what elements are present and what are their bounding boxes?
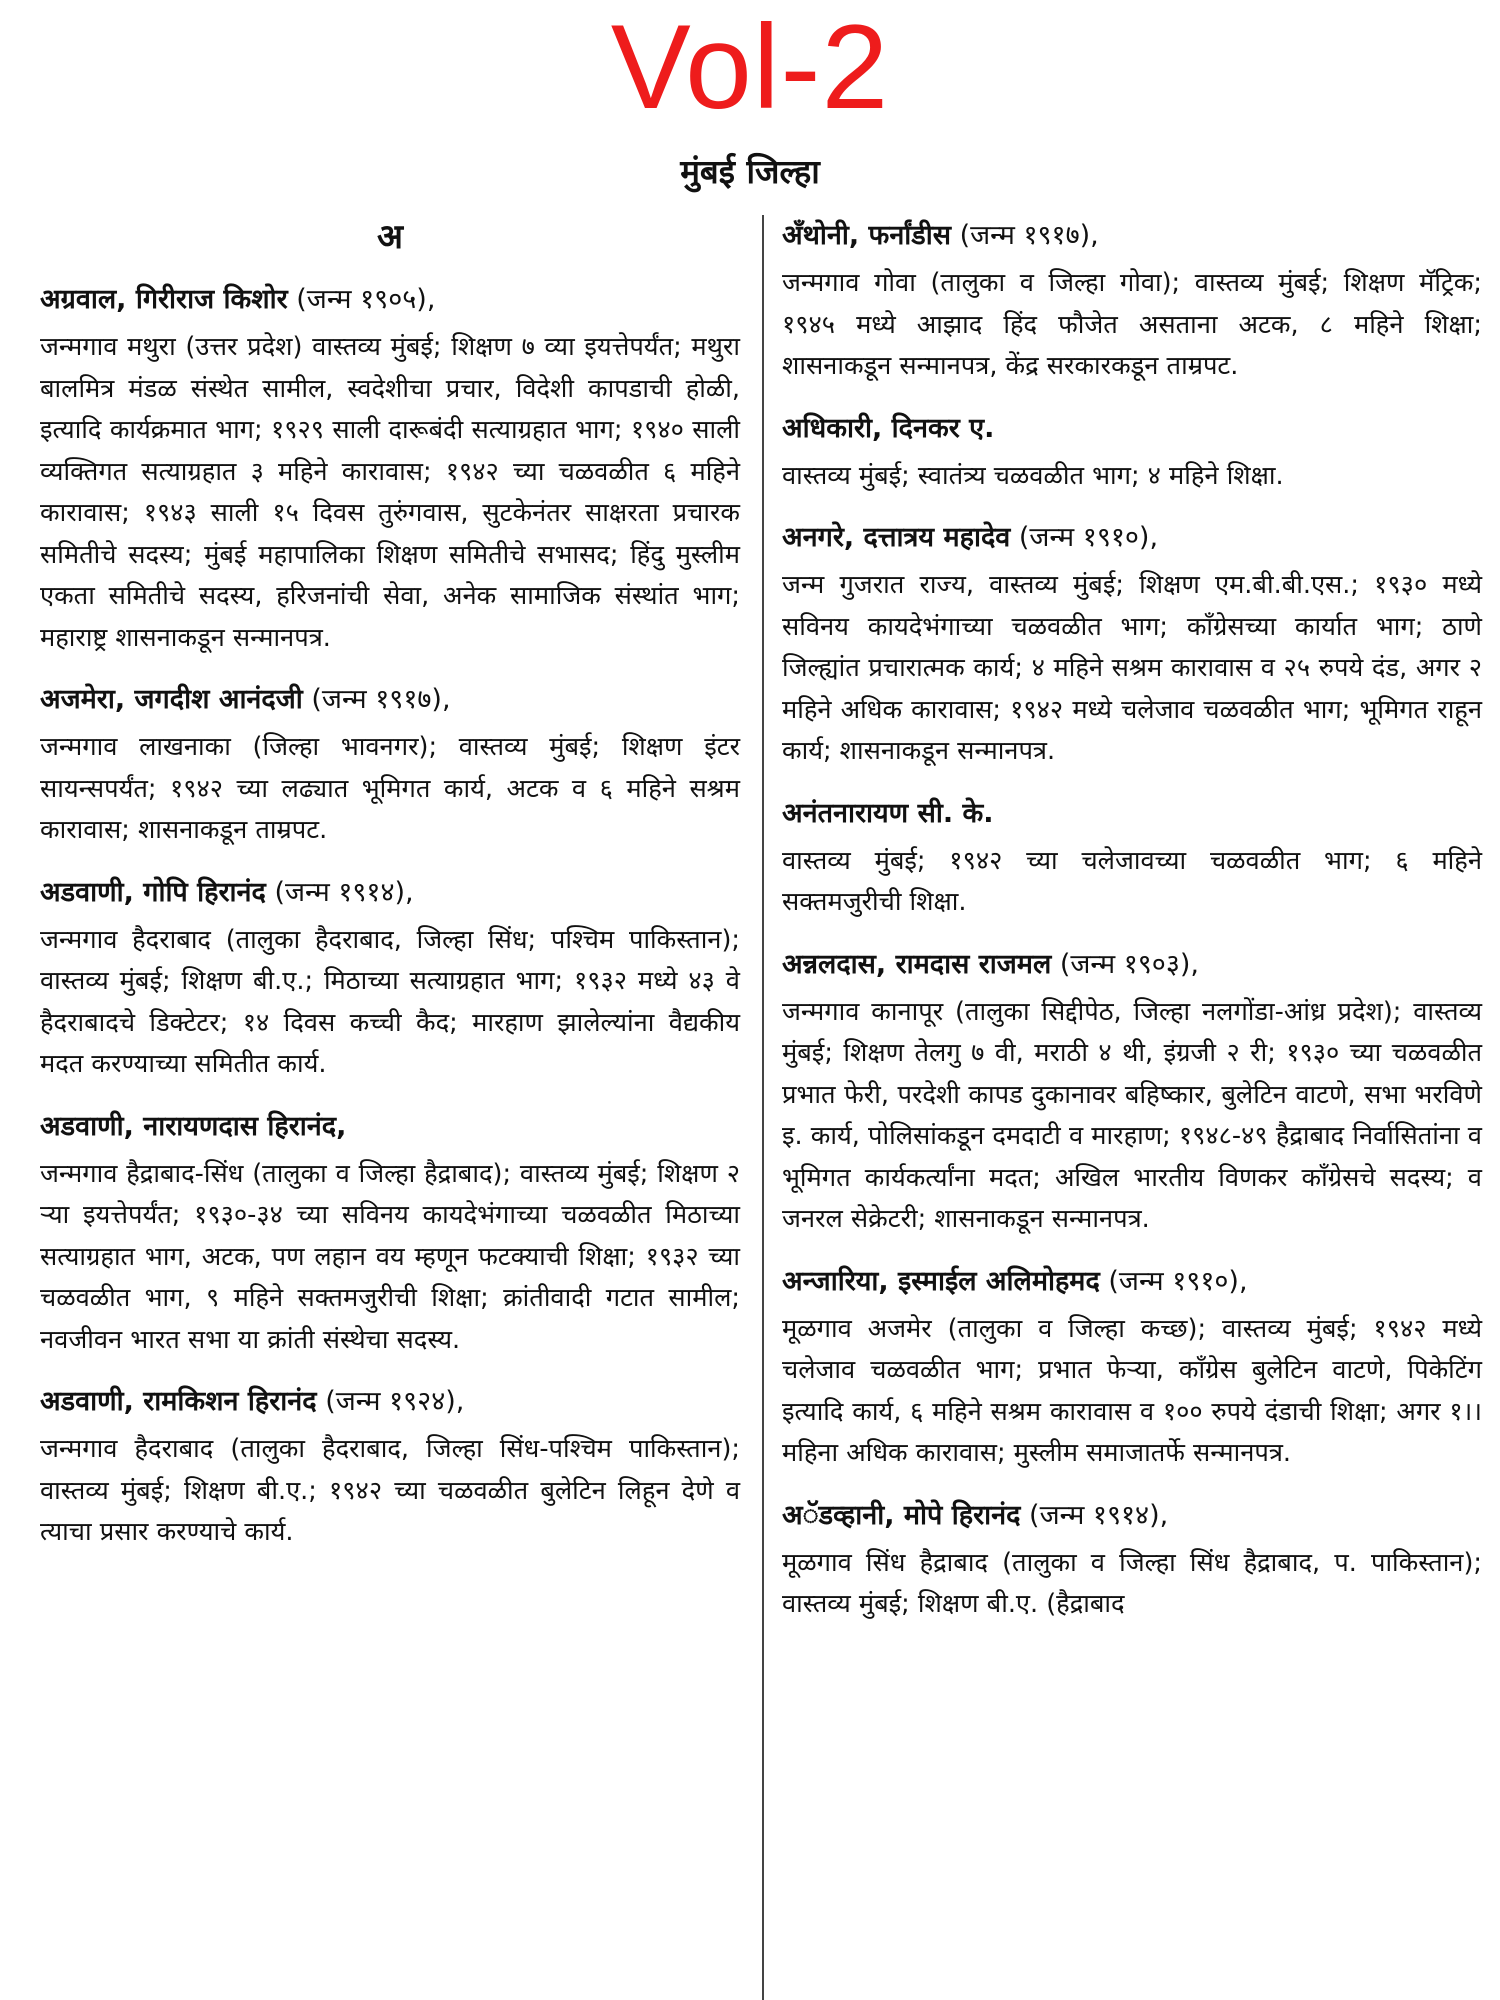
- volume-label: Vol-2: [610, 0, 890, 134]
- entry-name: अन्जारिया, इस्माईल अलिमोहमद: [782, 1265, 1100, 1297]
- biography-entry: [782, 408, 1482, 498]
- entry-name: अनगरे, दत्तात्रय महादेव: [782, 522, 1011, 553]
- entry-text: जन्म गुजरात राज्य, वास्तव्य मुंबई; शिक्षण एम.बी.बी.एस.; १९३० मध्ये सविनय कायदेभंगाच्या चळवळीत भाग; काँग्रेसच्या कार्यात भाग; ठाणे जिल्ह्यांत प्रचारात्मक कार्य; ४ महिने सश्रम कारावास व २५ रुपये दंड, अगर २ महिने अधिक कारावास; १९४२ मध्ये चलेजाव चळवळीत भाग; भूमिगत राहून कार्य; शासनाकडून सन्मानपत्र.: [782, 570, 1482, 766]
- entry-name: अन्नलदास, रामदास राजमल: [782, 948, 1052, 980]
- entry-birth: (जन्म १९०३),: [1059, 948, 1200, 980]
- entry-text: जन्मगाव कानापूर (तालुका सिद्दीपेठ, जिल्हा नलगोंडा-आंध्र प्रदेश); वास्तव्य मुंबई; शिक्षण तेलगु ७ वी, मराठी ४ थी, इंग्रजी २ री; १९३० च्या चळवळीत प्रभात फेरी, परदेशी कापड दुकानावर बहिष्कार, बुलेटिन वाटणे, सभा भरविणे इ. कार्य, पोलिसांकडून दमदाटी व मारहाण; १९४८-४९ हैद्राबाद निर्वासितांना व भूमिगत कार्यकर्त्यांना मदत; अखिल भारतीय विणकर काँग्रेसचे सदस्य; व जनरल सेक्रेटरी; शासनाकडून सन्मानपत्र.: [782, 996, 1482, 1234]
- entry-birth: (जन्म १९१७),: [959, 220, 1099, 251]
- left-column: [40, 215, 740, 2000]
- entry-birth: (जन्म १९०५),: [296, 284, 436, 315]
- district-title: मुंबई जिल्हा: [680, 152, 820, 191]
- entry-birth: (जन्म १९१४),: [1029, 1499, 1169, 1531]
- entry-name: अँथोनी, फर्नांडीस: [782, 220, 951, 251]
- biography-entry: [40, 1106, 740, 1362]
- section-letter: अ: [377, 217, 403, 257]
- entry-name: अडवाणी, रामकिशन हिरानंद: [40, 1386, 317, 1417]
- entry-text: वास्तव्य मुंबई; स्वातंत्र्य चळवळीत भाग; ४ महिने शिक्षा.: [782, 460, 1284, 491]
- biography-entry: [40, 679, 740, 852]
- entry-birth: (जन्म १९२४),: [325, 1386, 465, 1417]
- entry-birth: (जन्म १९१७),: [311, 684, 451, 715]
- biography-entry: [40, 1381, 740, 1554]
- biography-entry: [782, 793, 1482, 924]
- entry-name: अनंतनारायण सी. के.: [782, 797, 994, 829]
- biography-entry: [782, 1495, 1482, 1626]
- biography-entry: [782, 1261, 1482, 1475]
- entry-name: अजमेरा, जगदीश आनंदजी: [40, 684, 303, 715]
- entry-text: जन्मगाव हैदराबाद (तालुका हैदराबाद, जिल्हा सिंध; पश्चिम पाकिस्तान); वास्तव्य मुंबई; शिक्षण बी.ए.; मिठाच्या सत्याग्रहात भाग; १९३२ मध्ये ४३ वे हैदराबादचे डिक्टेटर; १४ दिवस कच्ची कैद; मारहाण झालेल्यांना वैद्यकीय मदत करण्याच्या समितीत कार्य.: [40, 924, 740, 1079]
- biography-entry: [782, 944, 1482, 1241]
- entry-name: अग्रवाल, गिरीराज किशोर: [40, 284, 288, 315]
- entry-text: जन्मगाव हैद्राबाद-सिंध (तालुका व जिल्हा हैद्राबाद); वास्तव्य मुंबई; शिक्षण २ ऱ्या इयत्तेपर्यंत; १९३०-३४ च्या सविनय कायदेभंगाच्या चळवळीत मिठाच्या सत्याग्रहात भाग, अटक, पण लहान वय म्हणून फटक्याची शिक्षा; १९३२ च्या चळवळीत भाग, ९ महिने सक्तमजुरीची शिक्षा; क्रांतीवादी गटात सामील; नवजीवन भारत सभा या क्रांती संस्थेचा सदस्य.: [40, 1158, 740, 1355]
- entry-text: वास्तव्य मुंबई; १९४२ च्या चलेजावच्या चळवळीत भाग; ६ महिने सक्तमजुरीची शिक्षा.: [782, 845, 1482, 917]
- biography-entry: [782, 517, 1482, 773]
- entry-birth: (जन्म १९१०),: [1108, 1265, 1248, 1297]
- entry-text: मूळगाव सिंध हैद्राबाद (तालुका व जिल्हा सिंध हैद्राबाद, प. पाकिस्तान); वास्तव्य मुंबई; शिक्षण बी.ए. (हैद्राबाद: [782, 1547, 1482, 1619]
- entry-name: अॅडव्हानी, मोपे हिरानंद: [782, 1499, 1021, 1531]
- right-column: [782, 215, 1482, 2000]
- entry-name: अधिकारी, दिनकर ए.: [782, 412, 995, 444]
- entry-birth: (जन्म १९१४),: [274, 876, 414, 908]
- entry-text: जन्मगाव मथुरा (उत्तर प्रदेश) वास्तव्य मुंबई; शिक्षण ७ व्या इयत्तेपर्यंत; मथुरा बालमित्र मंडळ संस्थेत सामील, स्वदेशीचा प्रचार, विदेशी कापडाची होळी, इत्यादि कार्यक्रमात भाग; १९२९ साली दारूबंदी सत्याग्रहात भाग; १९४० साली व्यक्तिगत सत्याग्रहात ३ महिने कारावास; १९४२ च्या चळवळीत ६ महिने कारावास; १९४३ साली १५ दिवस तुरुंगवास, सुटकेनंतर साक्षरता प्रचारक समितीचे सदस्य; मुंबई महापालिका शिक्षण समितीचे सभासद; हिंदु मुस्लीम एकता समितीचे सदस्य, हरिजनांची सेवा, अनेक सामाजिक संस्थांत भाग; महाराष्ट्र शासनाकडून सन्मानपत्र.: [40, 332, 740, 653]
- column-divider: [762, 215, 764, 2000]
- biography-entry: [782, 215, 1482, 388]
- entry-text: जन्मगाव हैदराबाद (तालुका हैदराबाद, जिल्हा सिंध-पश्चिम पाकिस्तान); वास्तव्य मुंबई; शिक्षण बी.ए.; १९४२ च्या चळवळीत बुलेटिन लिहून देणे व त्याचा प्रसार करण्याचे कार्य.: [40, 1434, 740, 1547]
- entry-name: अडवाणी, गोपि हिरानंद: [40, 876, 266, 908]
- biography-entry: [40, 872, 740, 1086]
- entry-name: अडवाणी, नारायणदास हिरानंद,: [40, 1110, 347, 1142]
- entry-text: मूळगाव अजमेर (तालुका व जिल्हा कच्छ); वास्तव्य मुंबई; १९४२ मध्ये चलेजाव चळवळीत भाग; प्रभात फेऱ्या, काँग्रेस बुलेटिन वाटणे, पिकेटिंग इत्यादि कार्य, ६ महिने सश्रम कारावास व १०० रुपये दंडाची शिक्षा; अगर १।। महिना अधिक कारावास; मुस्लीम समाजातर्फे सन्मानपत्र.: [782, 1313, 1482, 1468]
- entry-text: जन्मगाव लाखनाका (जिल्हा भावनगर); वास्तव्य मुंबई; शिक्षण इंटर सायन्सपर्यंत; १९४२ च्या लढ्यात भूमिगत कार्य, अटक व ६ महिने सश्रम कारावास; शासनाकडून ताम्रपट.: [40, 732, 740, 845]
- entry-birth: (जन्म १९१०),: [1018, 522, 1159, 553]
- entry-text: जन्मगाव गोवा (तालुका व जिल्हा गोवा); वास्तव्य मुंबई; शिक्षण मॅट्रिक; १९४५ मध्ये आझाद हिंद फौजेत असताना अटक, ८ महिने शिक्षा; शासनाकडून सन्मानपत्र, केंद्र सरकारकडून ताम्रपट.: [782, 268, 1482, 381]
- biography-entry: [40, 279, 740, 659]
